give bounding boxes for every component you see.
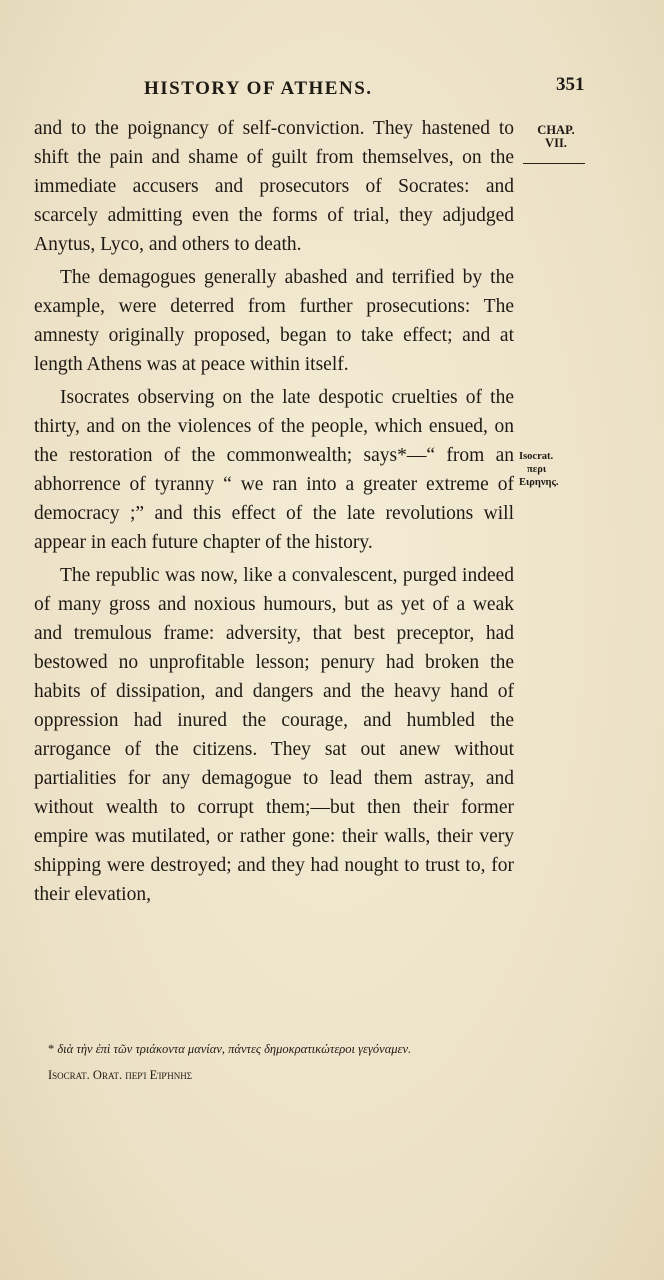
marginal-note-line3: Ειρηνης. xyxy=(519,477,559,488)
chapter-label: CHAP. xyxy=(537,123,575,137)
footnote xyxy=(48,1036,572,1088)
paragraph-4: The republic was now, like a convalescent, purged indeed of many gross and noxious humours, but as yet of a weak and tremulous frame: adversity, that best preceptor, had bestowed no unprofitable lesson; penury had broken the habits of dissipation, and dangers and the heavy hand of oppression had inured the courage, and humbled the arrogance of the citizens. They sat out anew without partialities for any demagogue to lead them astray, and without wealth to corrupt them;—but then their former empire was mutilated, or rather gone: their walls, their very shipping were destroyed; and they had nought to trust to, for their elevation, xyxy=(34,565,514,905)
footnote-source: Isocrat. Orat. περὶ Εἰρήνης xyxy=(48,1068,192,1082)
paragraph-1: and to the poignancy of self-conviction. They hastened to shift the pain and shame of guilt from themselves, on the immediate accusers and prosecutors of Socrates: and scarcely admitting even the forms of trial, they adjudged Anytus, Lyco, and others to death. xyxy=(34,118,514,255)
footnote-greek: διὰ τὴν ἐπὶ τῶν τριάκοντα μανίαν, πάντες δημοκρατικώτεροι γεγόναμεν. xyxy=(57,1042,412,1056)
marginal-note-line1: Isocrat. xyxy=(519,451,554,462)
chapter-rule xyxy=(523,163,585,164)
paragraph-3: Isocrates observing on the late despotic cruelties of the thirty, and on the violences of the people, which ensued, on the restoration of the commonwealth; says*—“ from an abhorrence of tyranny “ we ran into a greater extreme of democracy ;” and this effect of the late revolutions will appear in each future chapter of the history. xyxy=(34,387,514,553)
page-number: 351 xyxy=(556,74,585,95)
body-text xyxy=(34,114,514,909)
running-title: HISTORY OF ATHENS. xyxy=(144,78,373,99)
footnote-marker: * xyxy=(48,1042,55,1056)
chapter-number: VII. xyxy=(545,136,567,150)
marginal-note xyxy=(519,450,575,489)
paragraph-2: The demagogues generally abashed and terrified by the example, were deterred from further prosecutions: The amnesty originally proposed, began to take effect; and at length Athens was at peace within itself. xyxy=(34,267,514,375)
marginal-note-line2: περι xyxy=(527,464,547,475)
chapter-marker xyxy=(530,124,582,150)
